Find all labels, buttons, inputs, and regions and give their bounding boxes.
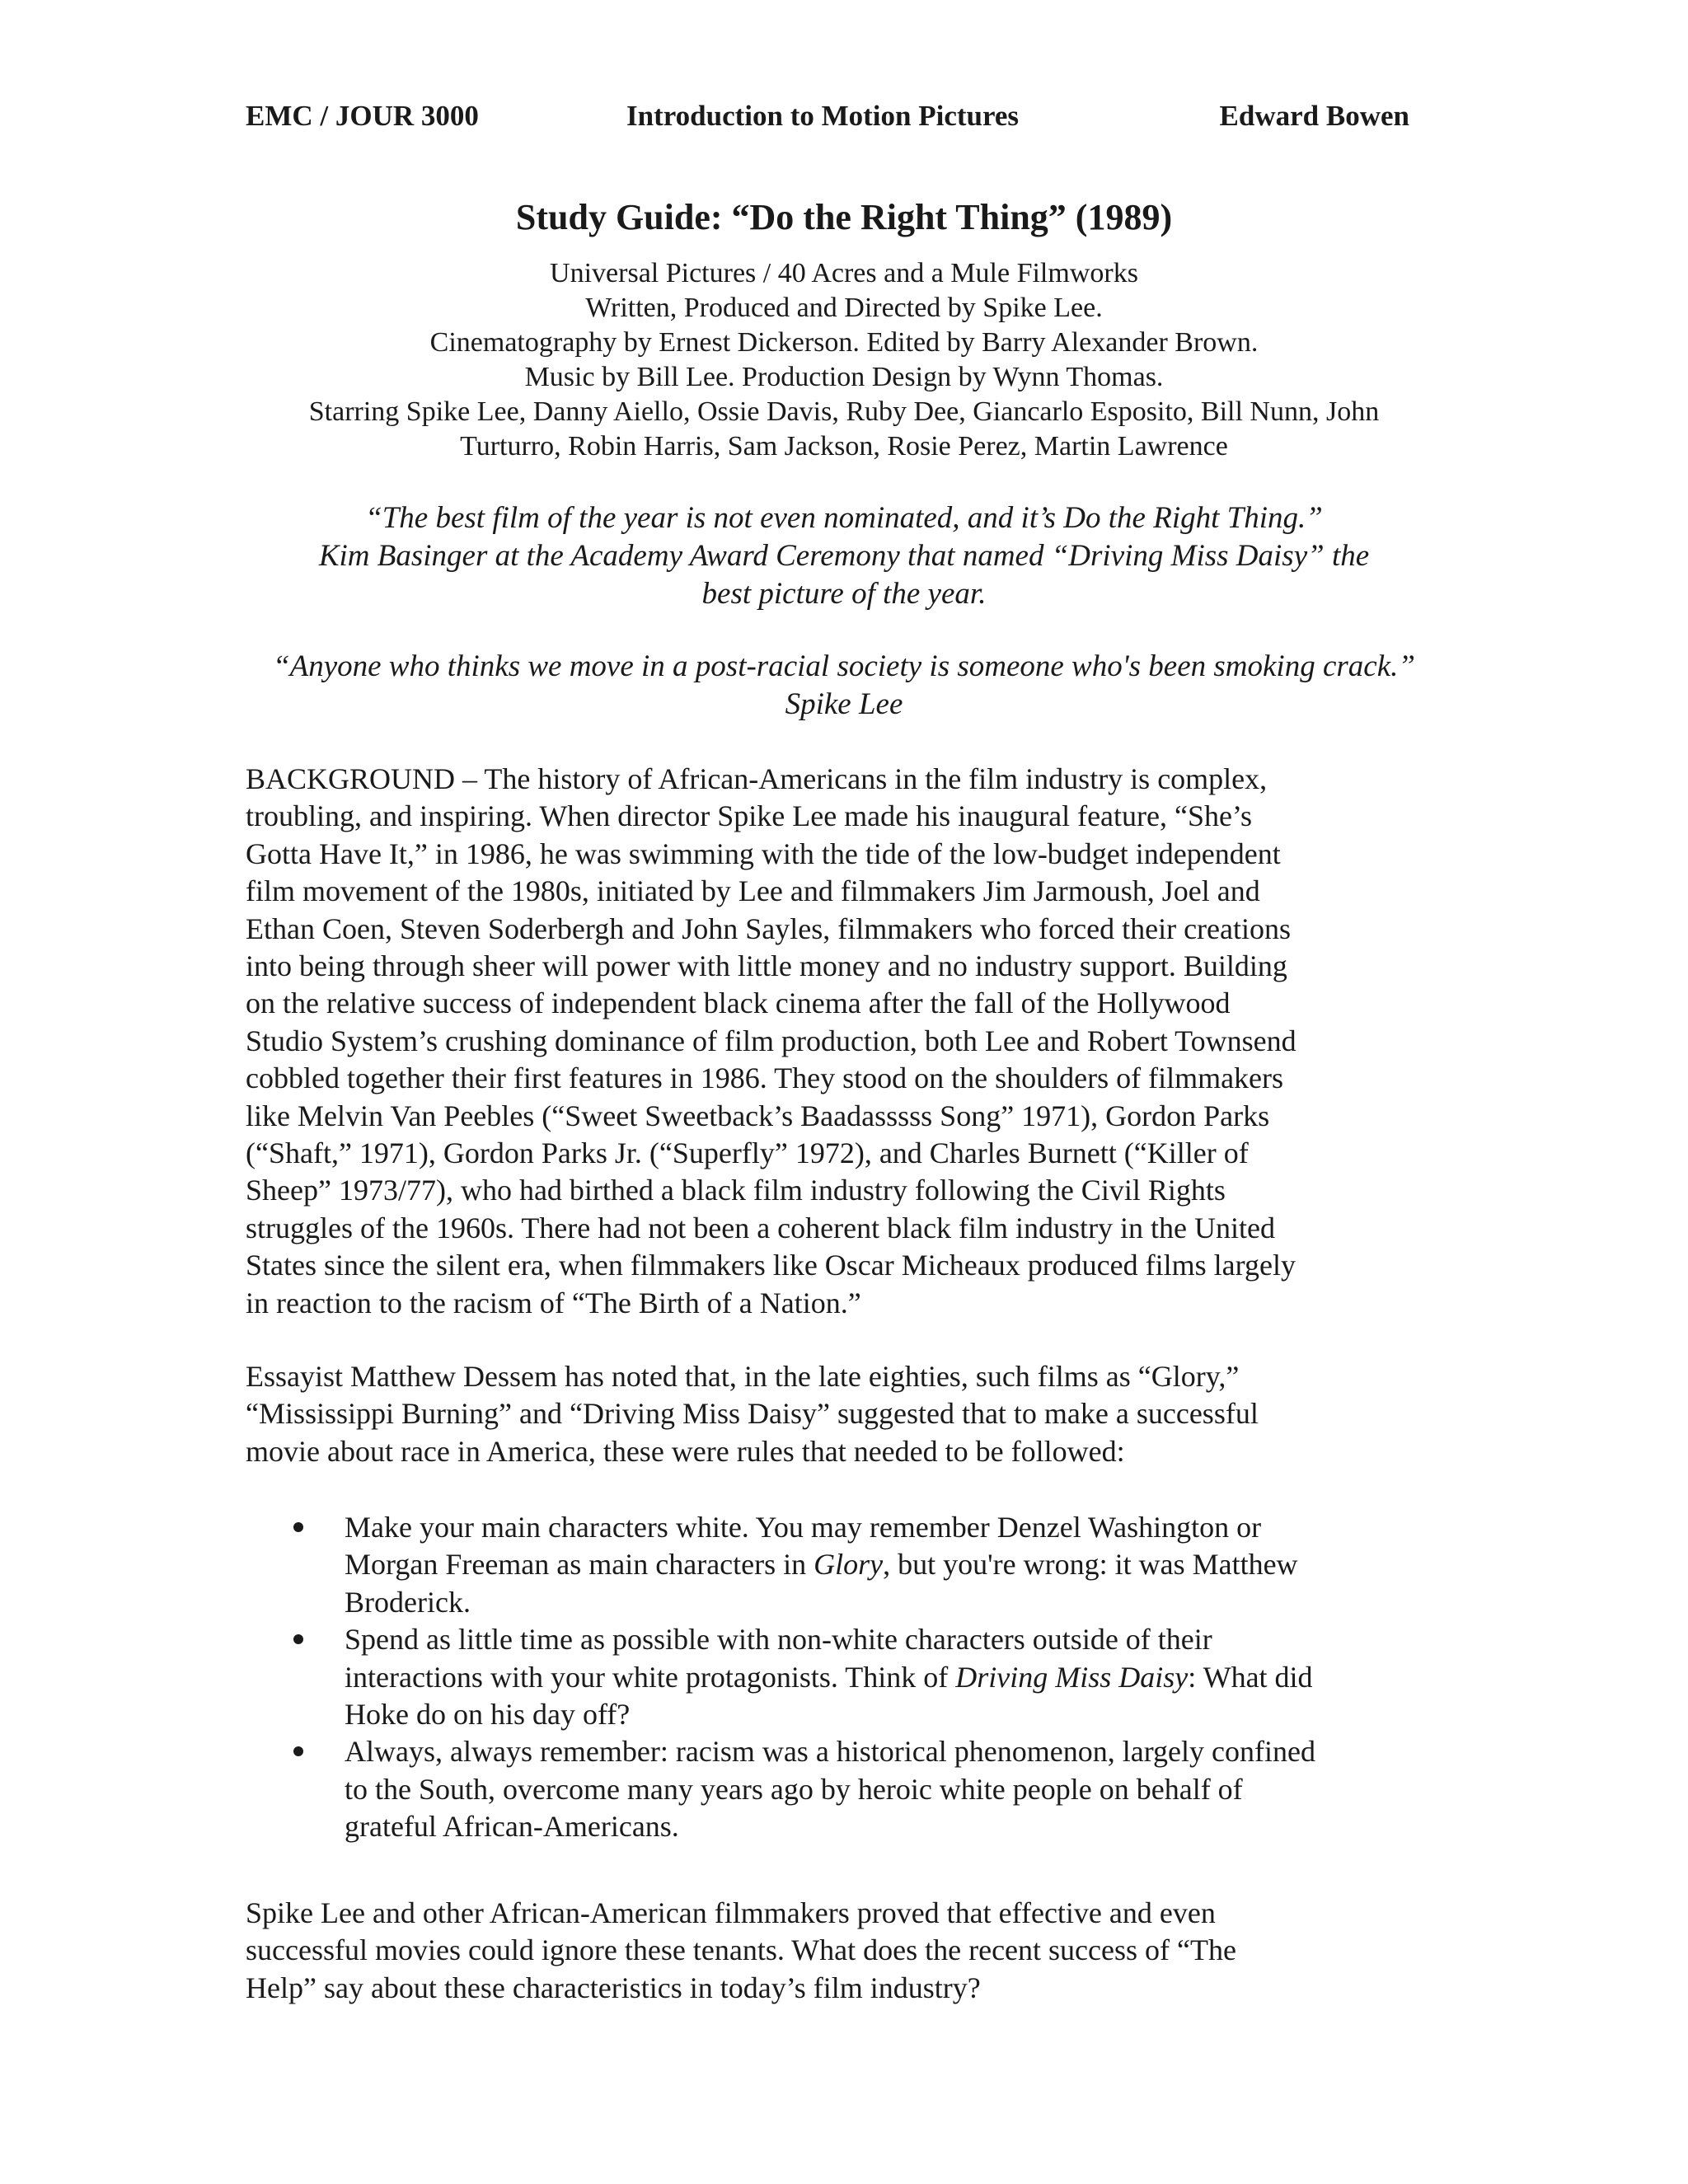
paragraph-line: into being through sheer will power with little money and no industry support. Building (246, 949, 1287, 983)
paragraph-line: like Melvin Van Peebles (“Sweet Sweetback’s Baadasssss Song” 1971), Gordon Parks (246, 1099, 1270, 1132)
list-item-line: Always, always remember: racism was a historical phenomenon, largely confined (345, 1735, 1315, 1769)
paragraph-line: Gotta Have It,” in 1986, he was swimming with the tide of the low-budget independent (246, 837, 1281, 870)
instructor-name: Edward Bowen (1219, 100, 1409, 132)
list-item-line: interactions with your white protagonists. Think of Driving Miss Daisy: What did (345, 1660, 1313, 1694)
quote-line: “Anyone who thinks we move in a post-racial society is someone who's been smoking crack.” (273, 649, 1415, 683)
paragraph-line: Sheep” 1973/77), who had birthed a black film industry following the Civil Rights (246, 1174, 1226, 1207)
paragraph-line: Help” say about these characteristics in today’s film industry? (246, 1971, 981, 2004)
bullet-icon (293, 1522, 303, 1532)
quote-line: best picture of the year. (701, 577, 987, 611)
bullet-icon (293, 1634, 303, 1644)
essay-paragraph (246, 1358, 1416, 1470)
paragraph-line: cobbled together their first features in 1986. They stood on the shoulders of filmmakers (246, 1062, 1284, 1095)
quote-spike-lee (0, 648, 1688, 724)
closing-paragraph (246, 1895, 1416, 2007)
document-title: Study Guide: “Do the Right Thing” (1989) (515, 197, 1173, 237)
paragraph-line: film movement of the 1980s, initiated by Lee and filmmakers Jim Jarmoush, Joel and (246, 874, 1260, 908)
credit-line: Universal Pictures / 40 Acres and a Mule Filmworks (550, 258, 1138, 288)
list-item-line: to the South, overcome many years ago by heroic white people on behalf of (345, 1772, 1243, 1806)
paragraph-line: Essayist Matthew Dessem has noted that, in the late eighties, such films as “Glory,” (246, 1360, 1240, 1393)
quote-line: Kim Basinger at the Academy Award Ceremony that named “Driving Miss Daisy” the (318, 539, 1370, 573)
list-item-line: Spend as little time as possible with non-white characters outside of their (345, 1623, 1212, 1657)
credit-line: Turturro, Robin Harris, Sam Jackson, Rosie Perez, Martin Lawrence (460, 431, 1228, 462)
paragraph-line: successful movies could ignore these tenants. What does the recent success of “The (246, 1933, 1236, 1967)
paragraph-line: on the relative success of independent black cinema after the fall of the Hollywood (246, 987, 1231, 1020)
rules-list (246, 1509, 1432, 1846)
page-header (246, 96, 1409, 136)
credit-line: Starring Spike Lee, Danny Aiello, Ossie Davis, Ruby Dee, Giancarlo Esposito, Bill Nunn, John (308, 396, 1380, 427)
list-item (246, 1621, 1432, 1733)
paragraph-line: movie about race in America, these were rules that needed to be followed: (246, 1434, 1125, 1468)
list-item-line: grateful African-Americans. (345, 1810, 679, 1844)
course-title: Introduction to Motion Pictures (626, 100, 1020, 132)
paragraph-line: “Mississippi Burning” and “Driving Miss Daisy” suggested that to make a successful (246, 1397, 1259, 1431)
background-paragraph (246, 761, 1416, 1322)
paragraph-line: in reaction to the racism of “The Birth of a Nation.” (246, 1286, 861, 1319)
paragraph-line: Spike Lee and other African-American filmmakers proved that effective and even (246, 1896, 1216, 1929)
film-title-emphasis: Driving Miss Daisy (955, 1660, 1189, 1694)
paragraph-line: States since the silent era, when filmmakers like Oscar Micheaux produced films largely (246, 1249, 1296, 1282)
paragraph-line: (“Shaft,” 1971), Gordon Parks Jr. (“Superfly” 1972), and Charles Burnett (“Killer of (246, 1137, 1249, 1170)
list-item-line: Make your main characters white. You may remember Denzel Washington or (345, 1511, 1262, 1544)
paragraph-line: struggles of the 1960s. There had not been a coherent black film industry in the United (246, 1211, 1276, 1244)
course-code: EMC / JOUR 3000 (246, 100, 479, 132)
quote-line: “The best film of the year is not even nominated, and it’s Do the Right Thing.” (365, 501, 1323, 535)
paragraph-line: Ethan Coen, Steven Soderbergh and John Sayles, filmmakers who forced their creations (246, 912, 1292, 945)
bullet-icon (293, 1746, 303, 1756)
list-item (246, 1733, 1432, 1845)
film-credits (0, 256, 1688, 464)
list-item (246, 1509, 1432, 1621)
list-item-line: Hoke do on his day off? (345, 1698, 631, 1732)
quote-basinger (0, 499, 1688, 613)
quote-attribution: Spike Lee (785, 687, 903, 721)
paragraph-line: troubling, and inspiring. When director Spike Lee made his inaugural feature, “She’s (246, 799, 1252, 833)
credit-line: Music by Bill Lee. Production Design by Wynn Thomas. (524, 362, 1164, 392)
paragraph-line: Studio System’s crushing dominance of film production, both Lee and Robert Townsend (246, 1024, 1296, 1057)
list-item-line: Morgan Freeman as main characters in Glory, but you're wrong: it was Matthew (345, 1548, 1298, 1582)
credit-line: Cinematography by Ernest Dickerson. Edited by Barry Alexander Brown. (429, 327, 1259, 358)
film-title-emphasis: Glory (814, 1548, 884, 1582)
credit-line: Written, Produced and Directed by Spike Lee. (585, 293, 1103, 323)
list-item-line: Broderick. (345, 1585, 471, 1619)
paragraph-line: BACKGROUND – The history of African-Americans in the film industry is complex, (246, 762, 1268, 795)
